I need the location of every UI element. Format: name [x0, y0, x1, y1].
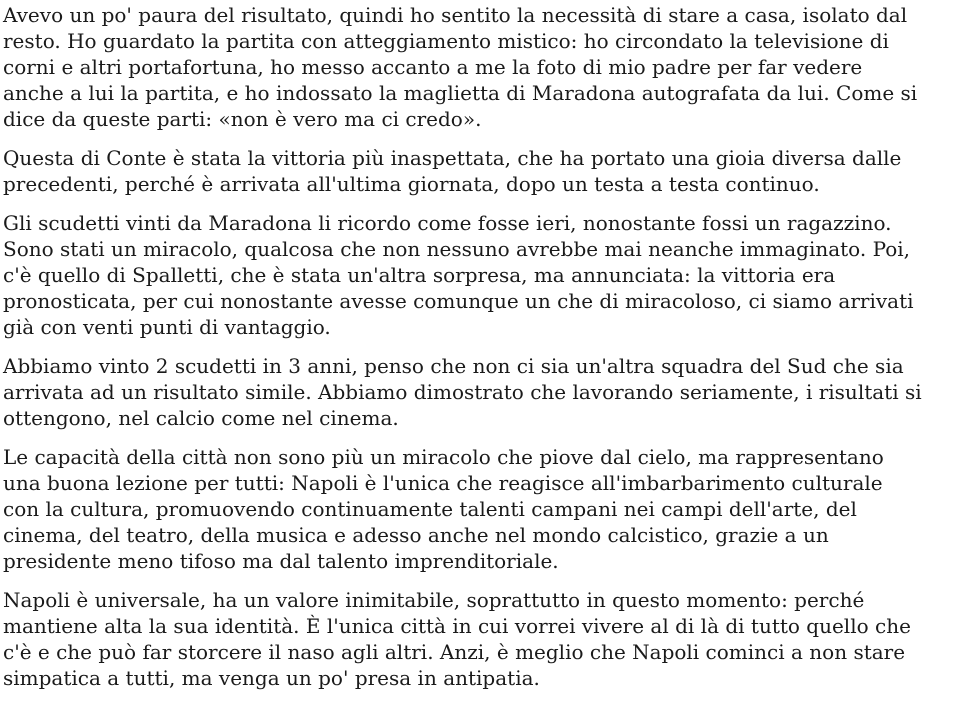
paragraph: Questa di Conte è stata la vittoria più inaspettata, che ha portato una gioia diversa dalle precedenti, perché è arrivata all'ultima giornata, dopo un testa a testa continuo. [3, 146, 902, 196]
paragraph: Avevo un po' paura del risultato, quindi ho sentito la necessità di stare a casa, isolato dal resto. Ho guardato la partita con atteggiamento mistico: ho circondato la televisione di corni e altri portafortuna, ho messo accanto a me la foto di mio padre per far vedere anche a lui la partita, e ho indossato la maglietta di Maradona autografata da lui. Come si dice da queste parti: «non è vero ma ci credo». [3, 3, 918, 131]
paragraph: Gli scudetti vinti da Maradona li ricordo come fosse ieri, nonostante fossi un ragazzino. Sono stati un miracolo, qualcosa che non nessuno avrebbe mai neanche immaginato. Poi, c'è quello di Spalletti, che è stata un'altra sorpresa, ma annunciata: la vittoria era pronosticata, per cui nonostante avesse comunque un che di miracoloso, ci siamo arrivati già con venti punti di vantaggio. [3, 211, 914, 339]
paragraph: Napoli è universale, ha un valore inimitabile, soprattutto in questo momento: perché mantiene alta la sua identità. È l'unica città in cui vorrei vivere al di là di tutto quello che c'è e che può far storcere il naso agli altri. Anzi, è meglio che Napoli cominci a non stare simpatica a tutti, ma venga un po' presa in antipatia. [3, 588, 911, 690]
paragraph: Abbiamo vinto 2 scudetti in 3 anni, penso che non ci sia un'altra squadra del Sud che sia arrivata ad un risultato simile. Abbiamo dimostrato che lavorando seriamente, i risultati si ottengono, nel calcio come nel cinema. [3, 354, 922, 430]
paragraph: Le capacità della città non sono più un miracolo che piove dal cielo, ma rappresentano una buona lezione per tutti: Napoli è l'unica che reagisce all'imbarbarimento culturale con la cultura, promuovendo continuamente talenti campani nei campi dell'arte, del cinema, del teatro, della musica e adesso anche nel mondo calcistico, grazie a un presidente meno tifoso ma dal talento imprenditoriale. [3, 445, 884, 573]
